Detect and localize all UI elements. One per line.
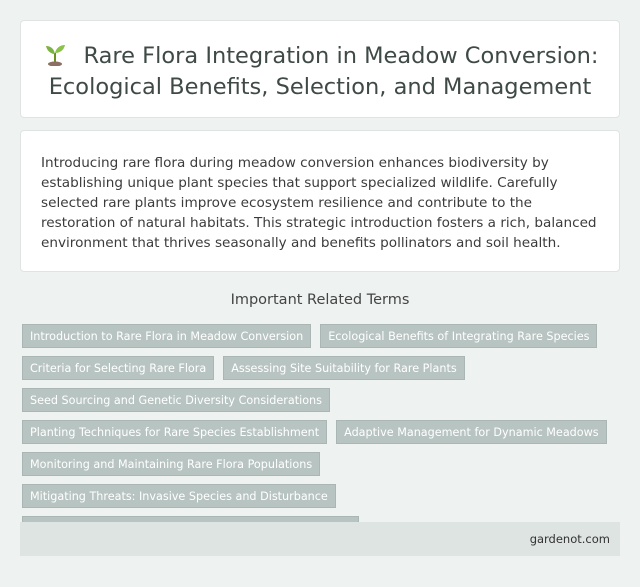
page-title [31,41,609,103]
related-terms-list [22,324,622,540]
term-tag[interactable]: Ecological Benefits of Integrating Rare Species [320,324,597,348]
term-tag[interactable]: Mitigating Threats: Invasive Species and Disturbance [22,484,336,508]
term-tag[interactable]: Criteria for Selecting Rare Flora [22,356,214,380]
footer [20,522,620,556]
term-tag[interactable]: Adaptive Management for Dynamic Meadows [336,420,606,444]
sprout-icon [42,42,68,66]
term-tag[interactable]: Planting Techniques for Rare Species Establishment [22,420,327,444]
term-tag[interactable]: Introduction to Rare Flora in Meadow Conversion [22,324,311,348]
footer-site-link[interactable]: gardenot.com [529,532,610,546]
intro-card [20,130,620,272]
term-tag[interactable]: Seed Sourcing and Genetic Diversity Considerations [22,388,330,412]
title-card [20,20,620,118]
term-tag[interactable]: Assessing Site Suitability for Rare Plants [223,356,464,380]
intro-paragraph: Introducing rare flora during meadow conversion enhances biodiversity by establishing unique plant species that support specialized wildlife. Carefully selected rare plants improve ecosystem resilience and contribute to the restoration of natural habitats. This strategic introduction fosters a rich, balanced environment that thrives seasonally and benefits pollinators and soil health. [41,155,597,251]
term-tag[interactable]: Monitoring and Maintaining Rare Flora Populations [22,452,320,476]
related-terms-heading: Important Related Terms [230,292,410,308]
page-title-text: Rare Flora Integration in Meadow Conversion: Ecological Benefits, Selection, and Management [48,43,599,100]
